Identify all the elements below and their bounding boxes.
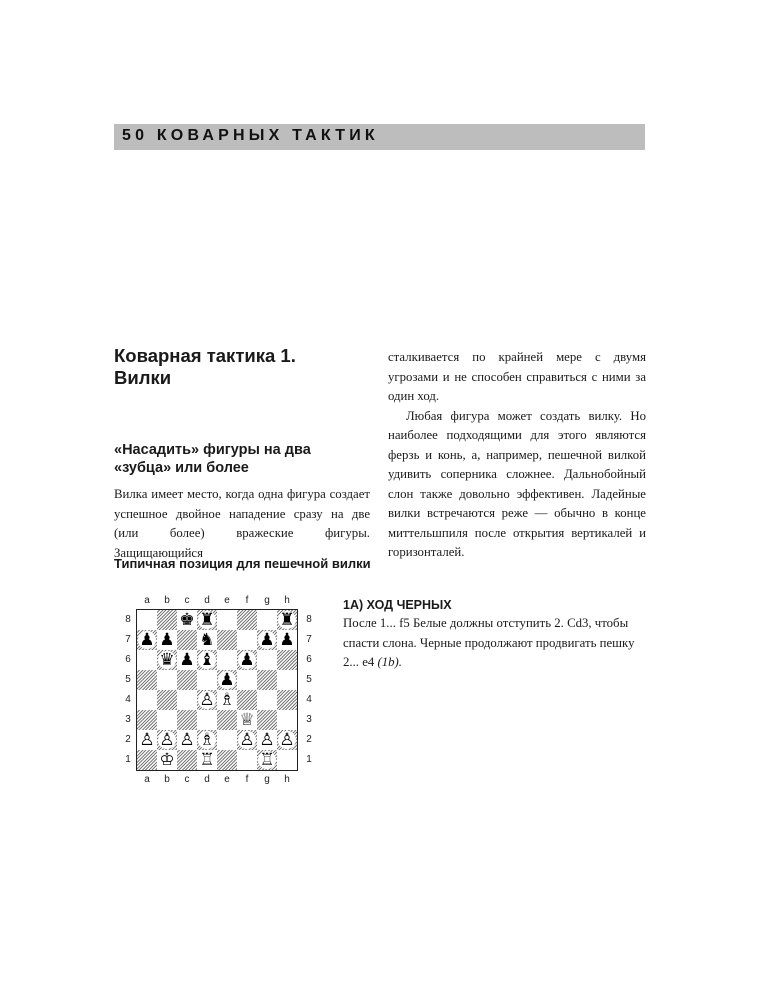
- board-square-a7: [137, 630, 157, 650]
- file-label-top: c: [184, 595, 190, 606]
- file-label-bottom: a: [144, 774, 150, 785]
- section-title-line1: Коварная тактика 1.: [114, 345, 296, 366]
- board-square-f5: [237, 670, 257, 690]
- board-square-c4: [177, 690, 197, 710]
- chess-piece-icon: ♟: [219, 670, 235, 690]
- chess-piece-icon: ♙: [199, 690, 215, 710]
- chess-piece-icon: ♗: [199, 730, 215, 750]
- board-square-f1: [237, 750, 257, 770]
- file-label-top: h: [284, 595, 290, 606]
- chess-piece-icon: ♖: [199, 750, 215, 770]
- board-square-b6: [157, 650, 177, 670]
- board-square-a2: [137, 730, 157, 750]
- chess-piece-icon: ♟: [259, 630, 275, 650]
- board-square-a3: [137, 710, 157, 730]
- chess-piece-icon: ♜: [279, 610, 295, 630]
- board-square-e5: [217, 670, 237, 690]
- board-square-d8: [197, 610, 217, 630]
- rank-label-right: 1: [306, 754, 312, 765]
- figure-caption: Типичная позиция для пешечной вилки: [114, 556, 371, 571]
- board-square-b3: [157, 710, 177, 730]
- board-square-d4: [197, 690, 217, 710]
- board-square-h4: [277, 690, 297, 710]
- board-square-f8: [237, 610, 257, 630]
- chess-piece-icon: ♖: [259, 750, 275, 770]
- board-square-a5: [137, 670, 157, 690]
- board-square-h2: [277, 730, 297, 750]
- chess-piece-icon: ♛: [159, 650, 175, 670]
- file-label-bottom: g: [264, 774, 270, 785]
- board-square-b7: [157, 630, 177, 650]
- file-label-bottom: c: [184, 774, 190, 785]
- board-square-b5: [157, 670, 177, 690]
- rank-label-left: 1: [125, 754, 131, 765]
- board-square-f6: [237, 650, 257, 670]
- chess-piece-icon: ♜: [199, 610, 215, 630]
- board-square-h1: [277, 750, 297, 770]
- file-label-top: e: [224, 595, 230, 606]
- rank-label-left: 4: [125, 694, 131, 705]
- file-label-top: f: [245, 595, 249, 606]
- move-description: После 1... f5 Белые должны отступить 2. Cd3, чтобы спасти слона. Черные продолжают продвигать пешку 2... e4: [343, 616, 635, 669]
- board-square-h5: [277, 670, 297, 690]
- chess-piece-icon: ♟: [159, 630, 175, 650]
- section-subtitle-line2: «зубца» или более: [114, 460, 249, 476]
- chess-diagram: [118, 592, 313, 792]
- paragraph-1: Вилка имеет место, когда одна фигура создает успешное двойное нападение сразу на две (или более) вражеские фигуры. Защищающийся: [114, 487, 370, 560]
- file-label-bottom: b: [164, 774, 170, 785]
- board-square-b4: [157, 690, 177, 710]
- board-square-e2: [217, 730, 237, 750]
- chess-piece-icon: ♕: [239, 710, 255, 730]
- board-square-g3: [257, 710, 277, 730]
- file-label-bottom: e: [224, 774, 230, 785]
- board-square-f3: [237, 710, 257, 730]
- file-label-top: b: [164, 595, 170, 606]
- board-square-h3: [277, 710, 297, 730]
- board-square-h7: [277, 630, 297, 650]
- board-square-h8: [277, 610, 297, 630]
- rank-label-right: 8: [306, 614, 312, 625]
- chess-piece-icon: ♟: [179, 650, 195, 670]
- board-square-c5: [177, 670, 197, 690]
- chess-board: [136, 609, 298, 771]
- board-square-c8: [177, 610, 197, 630]
- board-square-g4: [257, 690, 277, 710]
- file-label-top: g: [264, 595, 270, 606]
- board-square-c1: [177, 750, 197, 770]
- move-reference: (1b).: [377, 655, 403, 669]
- board-square-e1: [217, 750, 237, 770]
- paragraph-2: Любая фигура может создать вилку. Но наиболее подходящими для этого являются ферзь и конь, а, например, пешечной вилкой удивить соперника сложнее. Дальнобойный слон также довольно эффективен. Ладейные вилки встречаются реже — обычно в конце миттельшпиля после открытия вертикалей и горизонталей.: [388, 408, 646, 559]
- board-square-b8: [157, 610, 177, 630]
- chess-piece-icon: ♗: [219, 690, 235, 710]
- chess-piece-icon: ♟: [139, 630, 155, 650]
- file-label-top: a: [144, 595, 150, 606]
- move-annotation: [343, 597, 646, 673]
- board-square-g7: [257, 630, 277, 650]
- chess-piece-icon: ♚: [179, 610, 195, 630]
- move-text: [343, 614, 646, 673]
- board-square-d2: [197, 730, 217, 750]
- chess-piece-icon: ♙: [279, 730, 295, 750]
- board-square-b2: [157, 730, 177, 750]
- chess-piece-icon: ♙: [259, 730, 275, 750]
- board-square-d3: [197, 710, 217, 730]
- board-square-a8: [137, 610, 157, 630]
- rank-label-right: 2: [306, 734, 312, 745]
- board-square-g8: [257, 610, 277, 630]
- section-subtitle-line1: «Насадить» фигуры на два: [114, 442, 311, 458]
- chess-piece-icon: ♞: [199, 630, 215, 650]
- rank-label-left: 5: [125, 674, 131, 685]
- section-subtitle: [114, 441, 370, 477]
- rank-label-left: 2: [125, 734, 131, 745]
- chess-piece-icon: ♙: [239, 730, 255, 750]
- move-title: 1А) ХОД ЧЕРНЫХ: [343, 598, 452, 612]
- board-square-a1: [137, 750, 157, 770]
- chess-piece-icon: ♝: [199, 650, 215, 670]
- board-square-d1: [197, 750, 217, 770]
- rank-label-right: 3: [306, 714, 312, 725]
- board-square-e6: [217, 650, 237, 670]
- rank-label-right: 5: [306, 674, 312, 685]
- chapter-header-bar: [114, 124, 645, 150]
- rank-label-left: 3: [125, 714, 131, 725]
- board-square-e7: [217, 630, 237, 650]
- right-column: [388, 348, 646, 563]
- board-square-g5: [257, 670, 277, 690]
- chess-piece-icon: ♙: [139, 730, 155, 750]
- board-square-d6: [197, 650, 217, 670]
- board-square-d5: [197, 670, 217, 690]
- board-square-f7: [237, 630, 257, 650]
- board-square-e3: [217, 710, 237, 730]
- file-label-bottom: h: [284, 774, 290, 785]
- board-square-g1: [257, 750, 277, 770]
- left-column: [114, 345, 370, 563]
- board-square-c7: [177, 630, 197, 650]
- chess-piece-icon: ♟: [239, 650, 255, 670]
- rank-label-right: 4: [306, 694, 312, 705]
- board-square-h6: [277, 650, 297, 670]
- board-square-c6: [177, 650, 197, 670]
- board-square-e8: [217, 610, 237, 630]
- section-title-line2: Вилки: [114, 367, 172, 388]
- board-square-a4: [137, 690, 157, 710]
- paragraph-1-continued: сталкивается по крайней мере с двумя угрозами и не способен справиться с ними за один ход.: [388, 350, 646, 403]
- file-label-top: d: [204, 595, 210, 606]
- board-square-a6: [137, 650, 157, 670]
- rank-label-left: 7: [125, 634, 131, 645]
- board-square-c3: [177, 710, 197, 730]
- file-label-bottom: f: [245, 774, 249, 785]
- chapter-title: 50 КОВАРНЫХ ТАКТИК: [122, 127, 379, 144]
- chess-piece-icon: ♟: [279, 630, 295, 650]
- board-square-g6: [257, 650, 277, 670]
- rank-label-left: 8: [125, 614, 131, 625]
- board-square-f2: [237, 730, 257, 750]
- file-label-bottom: d: [204, 774, 210, 785]
- chess-piece-icon: ♙: [159, 730, 175, 750]
- board-square-e4: [217, 690, 237, 710]
- rank-label-left: 6: [125, 654, 131, 665]
- chess-piece-icon: ♔: [159, 750, 175, 770]
- board-square-g2: [257, 730, 277, 750]
- board-square-b1: [157, 750, 177, 770]
- board-square-f4: [237, 690, 257, 710]
- rank-label-right: 6: [306, 654, 312, 665]
- board-square-d7: [197, 630, 217, 650]
- board-square-c2: [177, 730, 197, 750]
- rank-label-right: 7: [306, 634, 312, 645]
- section-title: [114, 345, 370, 389]
- chess-piece-icon: ♙: [179, 730, 195, 750]
